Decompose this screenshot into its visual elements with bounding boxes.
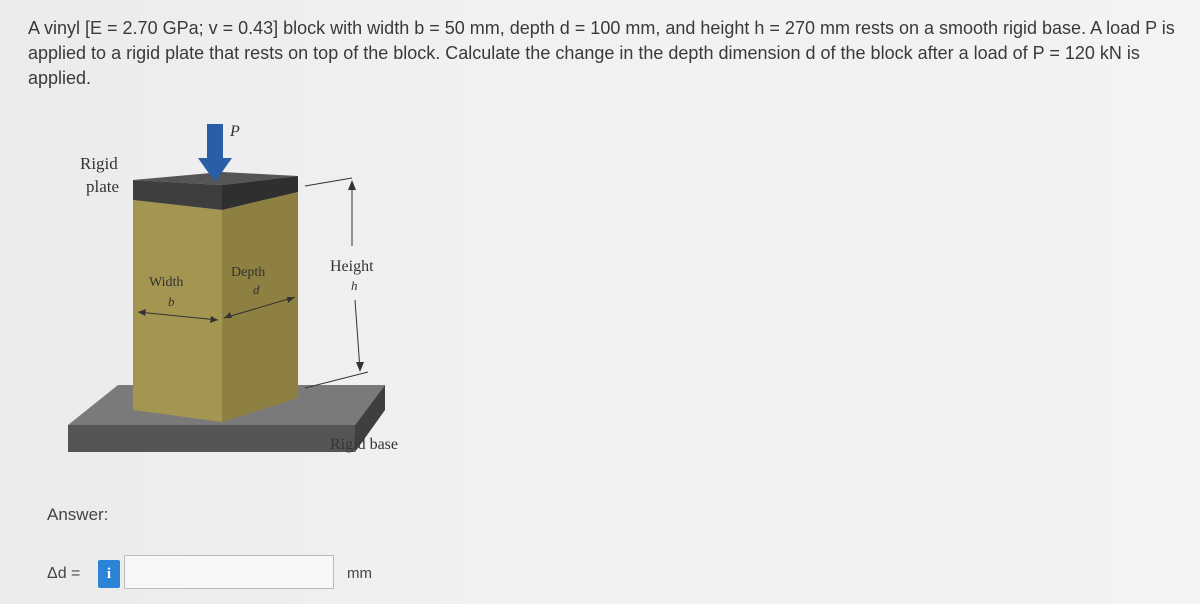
block-front-face <box>133 200 222 422</box>
height-dimension-bottom <box>355 300 360 370</box>
depth-label: Depth <box>231 265 266 280</box>
rigid-plate-label-line1: Rigid <box>80 154 118 173</box>
height-label: Height <box>330 258 374 275</box>
rigid-plate-label-line2: plate <box>86 177 120 196</box>
answer-input[interactable] <box>124 555 334 589</box>
load-label: P <box>230 123 240 140</box>
depth-symbol: d <box>253 282 260 297</box>
height-extension-top <box>305 178 352 186</box>
height-arrow-bottom <box>356 362 364 372</box>
width-label: Width <box>149 275 184 290</box>
height-arrow-top <box>348 180 356 190</box>
width-symbol: b <box>168 294 175 309</box>
rigid-base-label: Rigid base <box>330 436 398 453</box>
problem-statement: A vinyl [E = 2.70 GPa; v = 0.43] block with width b = 50 mm, depth d = 100 mm, and height h = 270 mm rests on a smooth rigid base. A load P is applied to a rigid plate that rests on top of the block. Calculate the change in the depth dimension d of the block after a load of P = 120 kN is applied. <box>28 18 1175 88</box>
unit-label: mm <box>347 565 372 582</box>
load-arrow-shaft <box>207 124 223 162</box>
answer-label: Answer: <box>47 505 109 524</box>
height-symbol: h <box>351 278 358 293</box>
rigid-base-front <box>68 425 355 452</box>
info-icon[interactable]: i <box>98 560 120 588</box>
delta-d-label: Δd = <box>47 565 81 582</box>
